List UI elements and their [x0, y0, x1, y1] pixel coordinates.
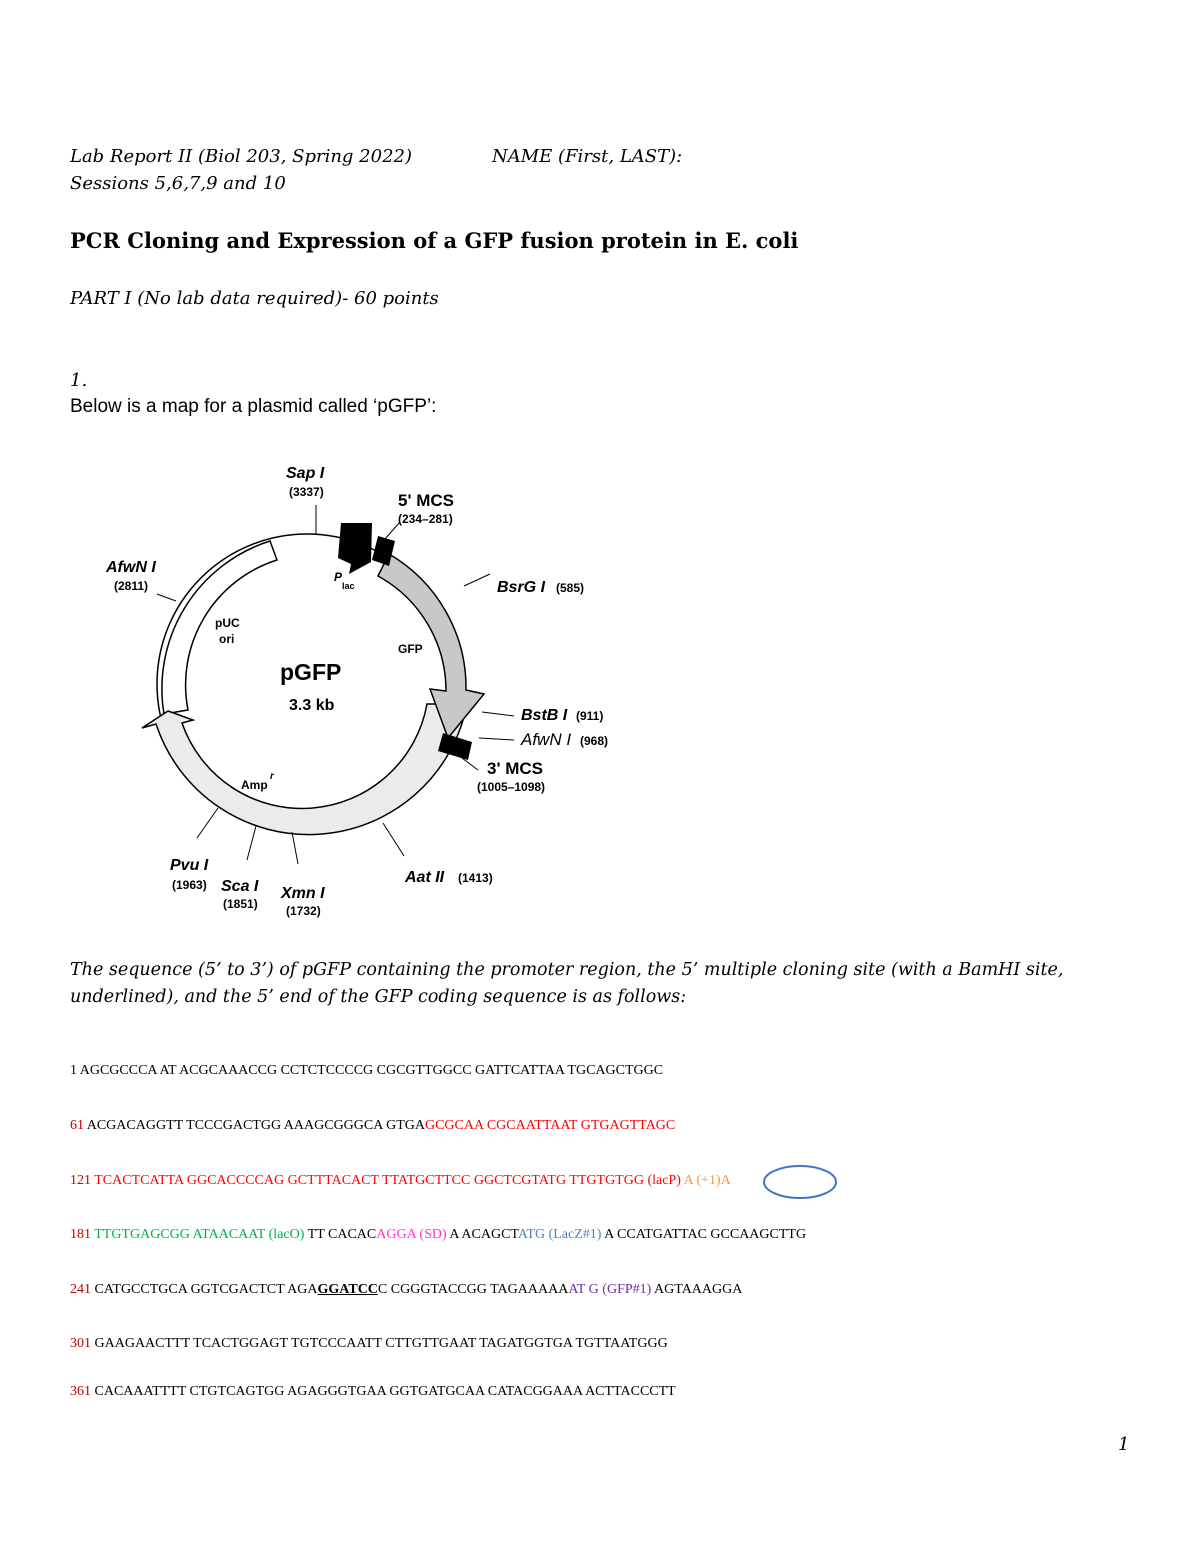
sequence-line	[70, 1173, 731, 1189]
sequence-segment: C CGGGTACCGG TAGAAAAA	[377, 1282, 569, 1297]
sequence-line-number: 61	[70, 1118, 87, 1133]
aat-tick	[383, 823, 404, 856]
sap-site-pos: (3337)	[289, 485, 324, 499]
sequence-line	[70, 1282, 742, 1298]
pvu-tick	[197, 808, 218, 838]
plac-subscript: lac	[342, 581, 355, 591]
bsrg-site-name: BsrG I	[497, 579, 546, 596]
sequence-segment: A CCATGATTAC GCCAAGCTTG	[601, 1227, 807, 1242]
plac-arrow	[338, 523, 372, 574]
ampr-arrow	[142, 704, 467, 835]
mcs5-pos: (234–281)	[398, 512, 453, 526]
afwn2-site-name: AfwN I	[521, 730, 572, 749]
sequence-segment: AGCGCCCA AT ACGCAAACCG CCTCTCCCCG CGCGTTGGCC GATTCATTAA TGCAGCTGGC	[79, 1063, 664, 1078]
bstb-site-name: BstB I	[521, 707, 568, 724]
bstb-site-pos: (911)	[576, 709, 604, 723]
bstb-tick	[482, 712, 514, 716]
gfp-label: GFP	[398, 642, 423, 656]
sequence-segment: GAAGAACTTT TCACTGGAGT TGTCCCAATT CTTGTTGAAT TAGATGGTGA TGTTAATGGG	[94, 1336, 668, 1351]
question-number: 1.	[70, 370, 88, 391]
highlight-oval	[762, 1163, 842, 1203]
plasmid-map	[0, 440, 700, 930]
mcs3-pos: (1005–1098)	[477, 780, 546, 794]
page-number: 1	[1118, 1434, 1130, 1455]
sequence-line-number: 1	[70, 1063, 80, 1078]
sequence-segment: TCACTCATTA GGCACCCCAG GCTTTACACT TTATGCTTCC GGCTCGTATG TTGTGTGG (lacP)	[94, 1173, 684, 1188]
amp-superscript: r	[270, 771, 274, 782]
mcs3-pointer	[462, 758, 478, 770]
bsrg-site-pos: (585)	[556, 581, 585, 595]
part-heading: PART I (No lab data required)- 60 points	[70, 288, 439, 309]
sequence-segment: AGGA (SD)	[376, 1227, 447, 1242]
sequence-segment: ATG (LacZ#1)	[517, 1227, 602, 1242]
plasmid-name: pGFP	[280, 659, 342, 685]
sequence-segment: AGTAAAGGA	[651, 1282, 743, 1297]
header-name-label: NAME (First, LAST):	[492, 146, 683, 167]
sequence-segment: GCGCAA CGCAATTAAT GTGAGTTAGC	[424, 1118, 676, 1133]
sequence-line-number: 241	[70, 1282, 95, 1297]
afwn2-site-pos: (968)	[580, 734, 609, 748]
aat-site-pos: (1413)	[458, 871, 493, 885]
sequence-segment: CACAAATTTT CTGTCAGTGG AGAGGGTGAA GGTGATGCAA CATACGGAAA ACTTACCCTT	[94, 1384, 676, 1399]
sequence-segment: TTGTGAGCGG ATAACAAT (lacO)	[94, 1227, 305, 1242]
afwn2-tick	[479, 738, 514, 740]
sequence-line	[70, 1336, 668, 1352]
xmn-site-pos: (1732)	[286, 904, 321, 918]
sca-site-pos: (1851)	[223, 897, 258, 911]
sap-site-name: Sap I	[286, 465, 325, 482]
header-sessions: Sessions 5,6,7,9 and 10	[70, 173, 286, 194]
sequence-line	[70, 1118, 675, 1134]
sequence-line	[70, 1063, 663, 1079]
sequence-line-number: 121	[70, 1173, 95, 1188]
sca-tick	[247, 826, 256, 860]
afwn1-site-name: AfwN I	[106, 559, 156, 576]
sequence-segment: ACGACAGGTT TCCCGACTGG AAAGCGGGCA GTGA	[86, 1118, 425, 1133]
sequence-line	[70, 1227, 806, 1243]
sequence-line-number: 301	[70, 1336, 95, 1351]
aat-site-name: Aat II	[405, 869, 445, 886]
sequence-segment: A	[683, 1173, 693, 1188]
sequence-segment: (+1)A	[692, 1173, 731, 1188]
sequence-line-number: 181	[70, 1227, 95, 1242]
sequence-segment: TT CACAC	[304, 1227, 377, 1242]
sequence-segment: CATGCCTGCA GGTCGACTCT AGA	[94, 1282, 318, 1297]
bsrg-tick	[464, 574, 490, 586]
plasmid-size: 3.3 kb	[289, 697, 335, 714]
header-course-line: Lab Report II (Biol 203, Spring 2022)	[70, 146, 412, 167]
plac-label: P	[334, 570, 343, 584]
pvu-site-name: Pvu I	[170, 857, 209, 874]
sca-site-name: Sca I	[221, 878, 259, 895]
ori-label-1: pUC	[215, 616, 240, 630]
pvu-site-pos: (1963)	[172, 878, 207, 892]
question-intro: Below is a map for a plasmid called ‘pGFP’:	[70, 396, 437, 417]
sequence-segment: AT G (GFP#1)	[568, 1282, 652, 1297]
sequence-line	[70, 1384, 676, 1400]
ori-label-2: ori	[219, 632, 235, 646]
xmn-site-name: Xmn I	[281, 885, 325, 902]
sequence-segment: A ACAGCT	[446, 1227, 518, 1242]
amp-label: Amp	[241, 778, 268, 792]
sequence-description: The sequence (5’ to 3’) of pGFP containing the promoter region, the 5’ multiple cloning site (with a BamHI site, underlined), and the 5’ end of the GFP coding sequence is as follows:	[70, 960, 1064, 1007]
sequence-line-number: 361	[70, 1384, 95, 1399]
afwn1-tick	[157, 594, 176, 601]
sequence-segment: GGATCC	[317, 1282, 378, 1297]
document-title: PCR Cloning and Expression of a GFP fusion protein in E. coli	[70, 228, 799, 253]
mcs5-label: 5' MCS	[398, 491, 454, 510]
afwn1-site-pos: (2811)	[114, 579, 149, 593]
mcs3-label: 3' MCS	[487, 759, 543, 778]
xmn-tick	[292, 832, 298, 864]
